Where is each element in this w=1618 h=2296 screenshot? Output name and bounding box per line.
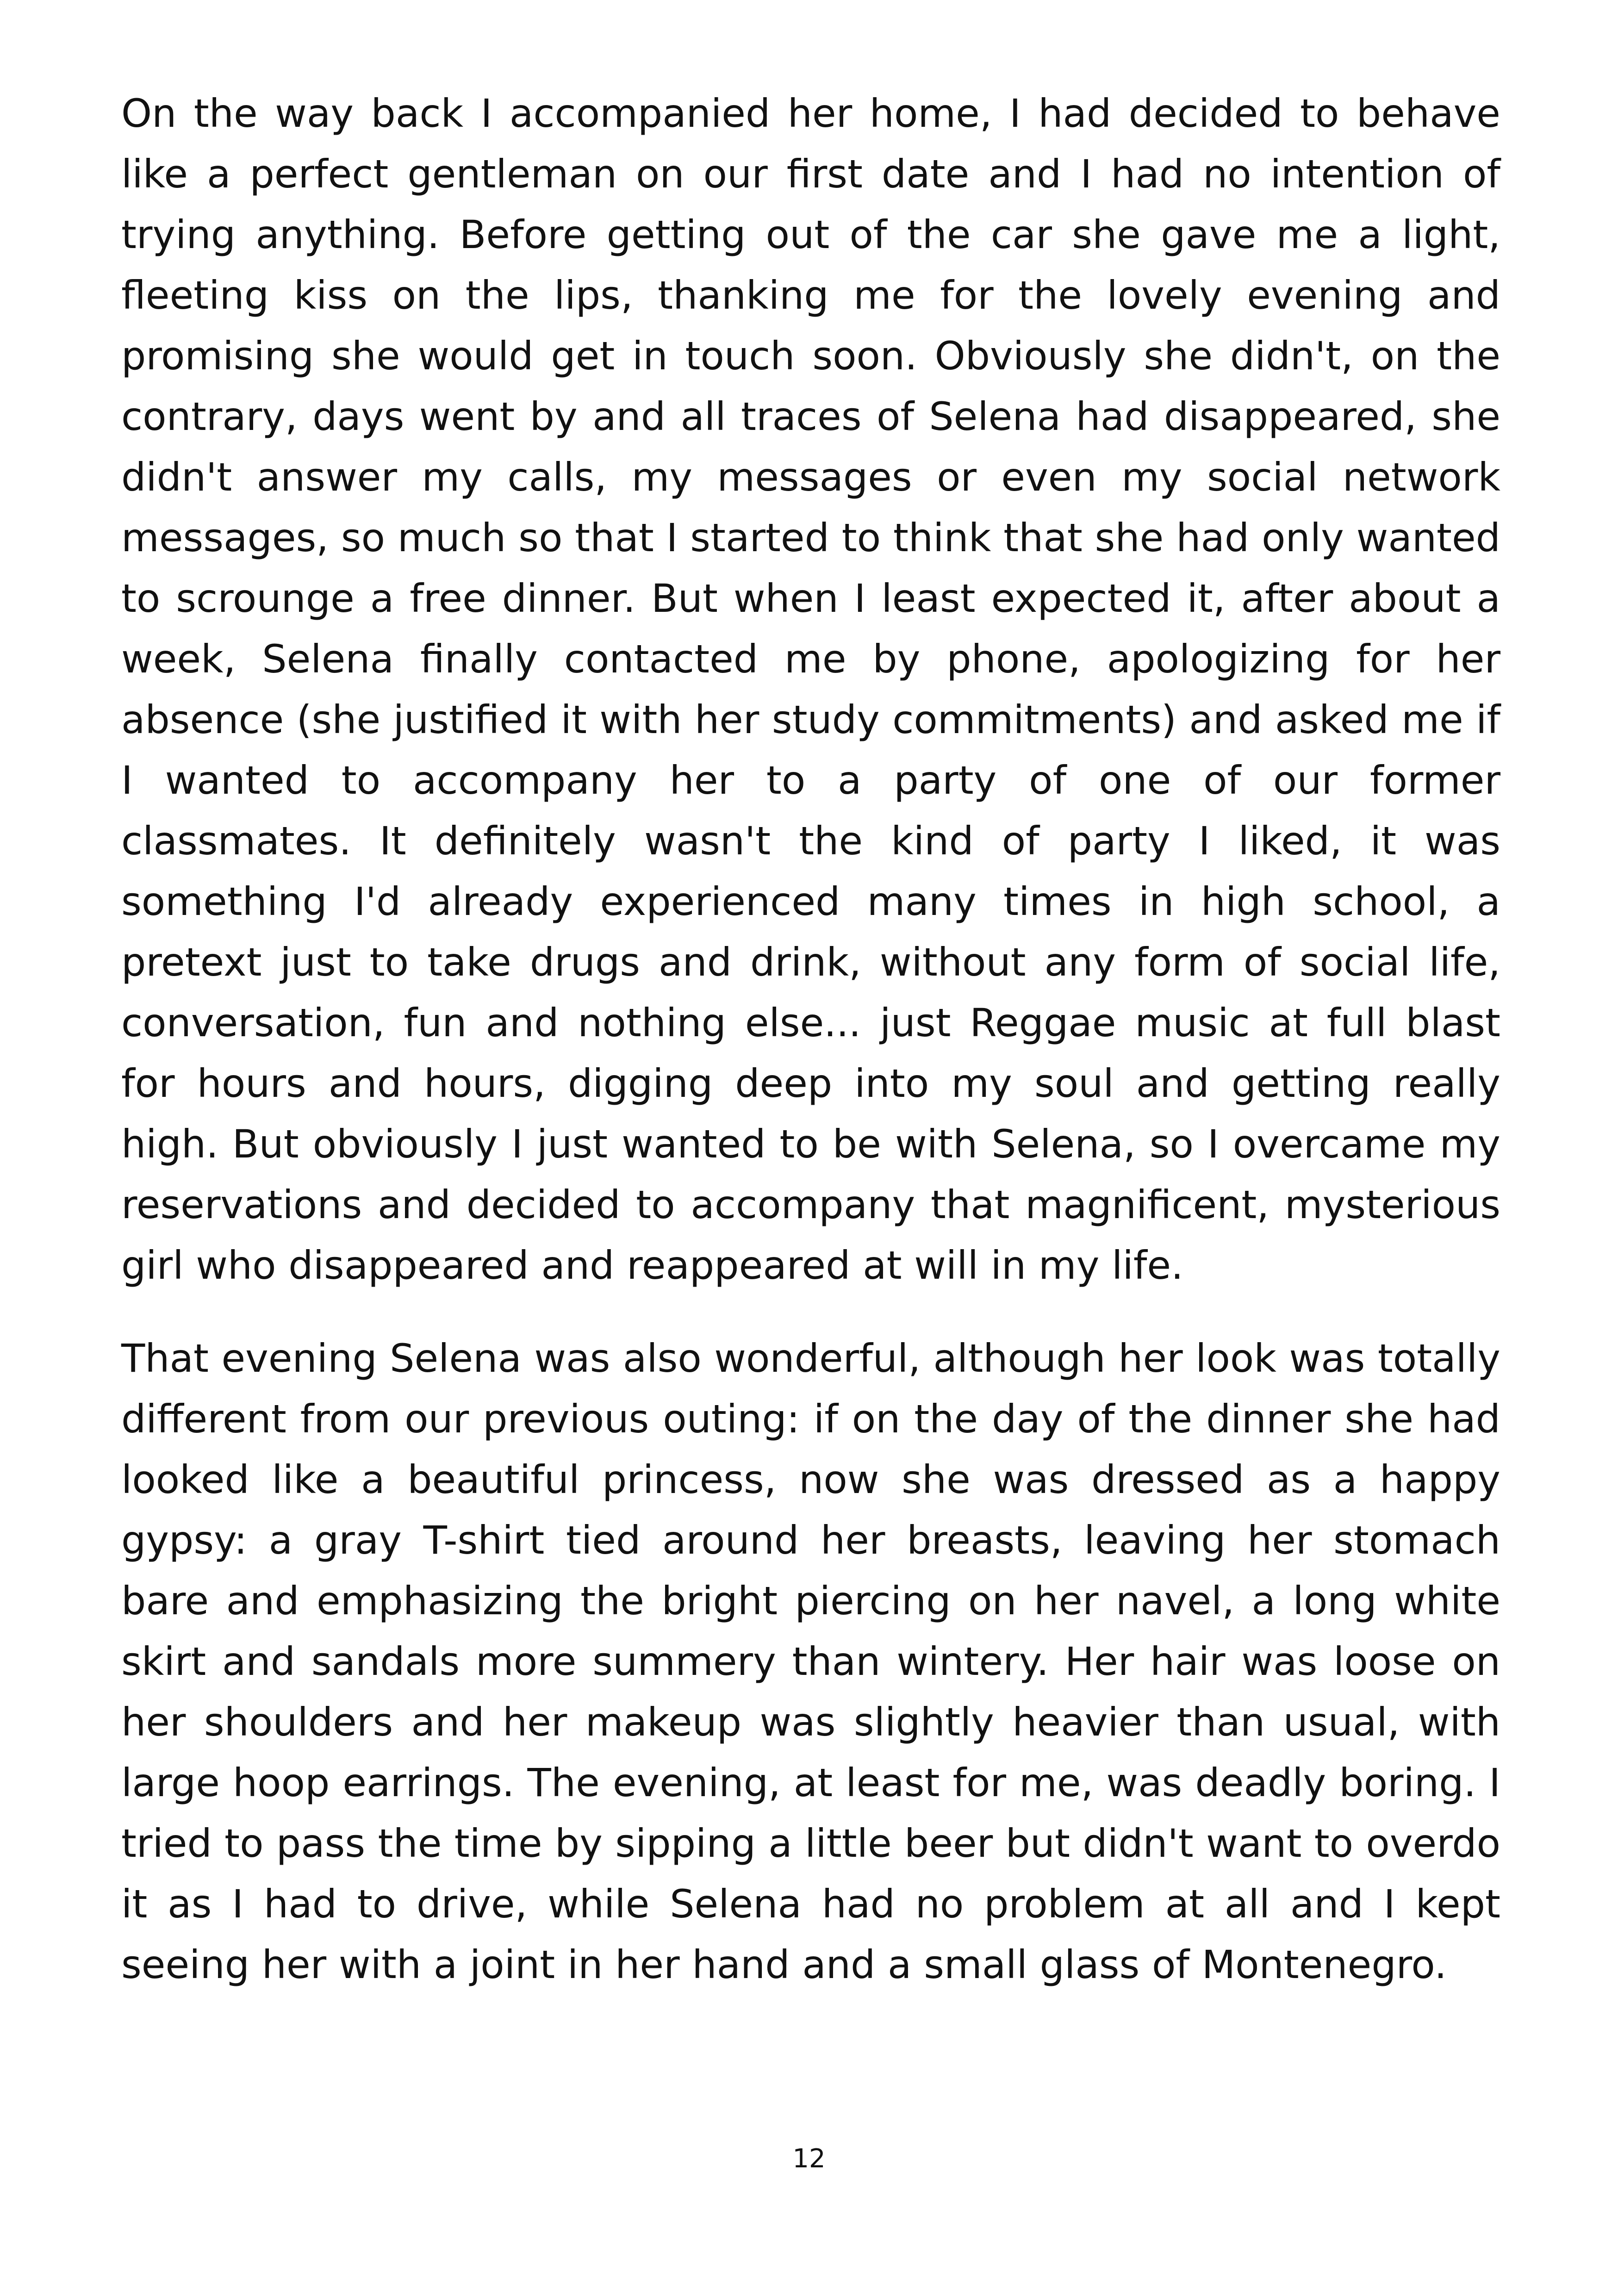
paragraph-2: That evening Selena was also wonderful, although her look was totally different from our previous outing: if on the day of the dinner she had looked like a beautiful princess, now she was dressed as a happy gypsy: a gray T-shirt tied around her breasts, leaving her stomach bare and emphasizing the bright piercing on her navel, a long white skirt and sandals more summery than wintery. Her hair was loose on her shoulders and her makeup was slightly heavier than usual, with large hoop earrings. The evening, at least for me, was deadly boring. I tried to pass the time by sipping a little beer but didn't want to overdo it as I had to drive, while Selena had no problem at all and I kept seeing her with a joint in her hand and a small glass of Montenegro. <box>121 1336 1500 1987</box>
paragraph-1: On the way back I accompanied her home, I had decided to behave like a perfect gentleman on our first date and I had no intention of trying anything. Before getting out of the car she gave me a light, fleeting kiss on the lips, thanking me for the lovely evening and promising she would get in touch soon. Obviously she didn't, on the contrary, days went by and all traces of Selena had disappeared, she didn't answer my calls, my messages or even my social network messages, so much so that I started to think that she had only wanted to scrounge a free dinner. But when I least expected it, after about a week, Selena finally contacted me by phone, apologizing for her absence (she justified it with her study commitments) and asked me if I wanted to accompany her to a party of one of our former classmates. It definitely wasn't the kind of party I liked, it was something I'd already experienced many times in high school, a pretext just to take drugs and drink, without any form of social life, conversation, fun and nothing else... just Reggae music at full blast for hours and hours, digging deep into my soul and getting really high. But obviously I just wanted to be with Selena, so I overcame my reservations and decided to accompany that magnificent, mysterious girl who disappeared and reappeared at will in my life. <box>121 91 1500 1288</box>
page-number: 12 <box>792 2144 826 2174</box>
body-text <box>121 83 1500 1995</box>
